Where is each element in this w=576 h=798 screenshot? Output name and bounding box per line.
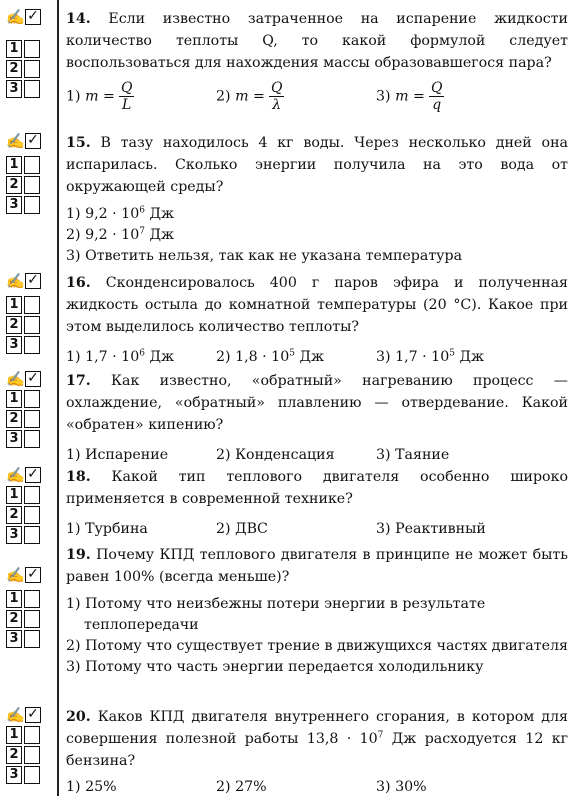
option-number-3: 3 — [6, 196, 22, 214]
option-number-2: 2 — [6, 176, 22, 194]
option-number-2: 2 — [6, 746, 22, 764]
option-number-1: 1 — [6, 486, 22, 504]
answer-box-2[interactable] — [24, 176, 40, 194]
answer-options — [66, 80, 568, 113]
answer-box-2[interactable] — [24, 746, 40, 764]
answer-option-3: 3) $1,7 \cdot 10^5$ Дж — [376, 348, 485, 365]
answer-options — [66, 204, 568, 267]
option-number-1: 1 — [6, 40, 22, 58]
option-number-3: 3 — [6, 336, 22, 354]
option-number-1: 1 — [6, 590, 22, 608]
answer-option-3: 3) 30% — [376, 779, 427, 795]
question-body — [66, 8, 568, 113]
answer-option-2: 2) Конденсация — [216, 447, 335, 463]
question-body — [66, 370, 568, 466]
check-icon[interactable]: ✓ — [25, 273, 41, 289]
question-number: 17. — [66, 373, 91, 389]
answer-marks — [6, 706, 46, 784]
answer-options — [66, 444, 568, 466]
pen-icon: ✍ — [6, 370, 25, 388]
question-text: Каков КПД двигателя внутреннего сгорания, в котором для совершения полезной работы $13,8 \cdot 10^7$ Дж расходуется 12 кг бензина? — [66, 709, 568, 769]
question-body — [66, 132, 568, 267]
answer-option-2: 2) ДВС — [216, 521, 268, 537]
option-number-1: 1 — [6, 726, 22, 744]
answer-marks — [6, 272, 46, 354]
answer-box-3[interactable] — [24, 630, 40, 648]
option-number-2: 2 — [6, 506, 22, 524]
answer-option-1: 1) Турбина — [66, 521, 148, 537]
answer-marks — [6, 566, 46, 648]
answer-box-1[interactable] — [24, 486, 40, 504]
answer-box-1[interactable] — [24, 726, 40, 744]
answer-option-3: 3) Реактивный — [376, 521, 486, 537]
answer-box-3[interactable] — [24, 336, 40, 354]
pen-icon: ✍ — [6, 132, 25, 150]
answer-options — [66, 346, 568, 368]
question-number: 19. — [66, 547, 91, 563]
question-number: 16. — [66, 275, 91, 291]
option-number-3: 3 — [6, 526, 22, 544]
answer-marks — [6, 132, 46, 214]
question-body — [66, 544, 568, 678]
option-number-2: 2 — [6, 610, 22, 628]
option-number-3: 3 — [6, 80, 22, 98]
answer-option-2: 2) $9,2 \cdot 10^7$ Дж — [66, 226, 175, 243]
answer-option-2: 2) Потому что существует трение в движущихся частях двигателя — [66, 638, 568, 654]
question-number: 15. — [66, 135, 91, 151]
pen-icon: ✍ — [6, 8, 25, 26]
question-number: 14. — [66, 11, 91, 27]
answer-box-3[interactable] — [24, 766, 40, 784]
answer-options — [66, 594, 568, 678]
question-number: 18. — [66, 469, 91, 485]
answer-marks — [6, 466, 46, 544]
answer-option-1: 1) m = $\frac{Q}{L}$ — [66, 80, 133, 113]
answer-option-3: 3) Таяние — [376, 447, 450, 463]
answer-option-3: 3) m = $\frac{Q}{q}$ — [376, 80, 443, 113]
answer-option-1: 1) Потому что неизбежны потери энергии в результате теплопередачи — [66, 596, 486, 633]
pen-icon: ✍ — [6, 466, 25, 484]
answer-option-3: 3) Ответить нельзя, так как не указана температура — [66, 248, 463, 264]
question-text: Если известно затраченное на испарение жидкости количество теплоты Q, то какой формулой следует воспользоваться для нахождения массы образовавшегося пара? — [66, 11, 568, 71]
answer-option-1: 1) Испарение — [66, 447, 169, 463]
option-number-1: 1 — [6, 156, 22, 174]
answer-box-1[interactable] — [24, 156, 40, 174]
question-body — [66, 272, 568, 368]
answer-option-2: 2) m = $\frac{Q}{\lambda}$ — [216, 80, 283, 113]
check-icon[interactable]: ✓ — [25, 133, 41, 149]
answer-box-2[interactable] — [24, 506, 40, 524]
answer-options — [66, 518, 568, 540]
option-number-1: 1 — [6, 296, 22, 314]
answer-box-3[interactable] — [24, 430, 40, 448]
answer-box-1[interactable] — [24, 390, 40, 408]
option-number-3: 3 — [6, 430, 22, 448]
question-text: В тазу находилось 4 кг воды. Через несколько дней она испарилась. Сколько энергии получила на это вода от окружающей среды? — [66, 135, 568, 195]
answer-box-2[interactable] — [24, 410, 40, 428]
option-number-3: 3 — [6, 630, 22, 648]
question-text: Почему КПД теплового двигателя в принципе не может быть равен 100% (всегда меньше)? — [66, 547, 569, 585]
option-number-2: 2 — [6, 60, 22, 78]
answer-option-3: 3) Потому что часть энергии передается холодильнику — [66, 659, 484, 675]
answer-box-3[interactable] — [24, 80, 40, 98]
option-number-2: 2 — [6, 410, 22, 428]
answer-box-2[interactable] — [24, 60, 40, 78]
answer-option-2: 2) $1,8 \cdot 10^5$ Дж — [216, 348, 325, 365]
answer-box-1[interactable] — [24, 296, 40, 314]
question-number: 20. — [66, 709, 91, 725]
question-text: Какой тип теплового двигателя особенно широко применяется в современной технике? — [66, 469, 569, 507]
question-text: Сконденсировалось 400 г паров эфира и полученная жидкость остыла до комнатной температуры (20 °С). Какое при этом выделилось количество теплоты? — [66, 275, 568, 335]
answer-option-1: 1) $1,7 \cdot 10^6$ Дж — [66, 348, 175, 365]
check-icon[interactable]: ✓ — [25, 9, 41, 25]
option-number-1: 1 — [6, 390, 22, 408]
margin-divider — [57, 0, 59, 796]
answer-box-2[interactable] — [24, 610, 40, 628]
question-body — [66, 466, 568, 540]
question-text: Как известно, «обратный» нагреванию процесс — охлаждение, «обратный» плавлению — отвердевание. Какой «обратен» кипению? — [66, 373, 568, 433]
check-icon[interactable]: ✓ — [25, 467, 41, 483]
answer-box-3[interactable] — [24, 526, 40, 544]
question-body — [66, 706, 568, 798]
option-number-2: 2 — [6, 316, 22, 334]
answer-box-1[interactable] — [24, 40, 40, 58]
answer-options — [66, 776, 568, 798]
answer-box-3[interactable] — [24, 196, 40, 214]
pen-icon: ✍ — [6, 706, 25, 724]
answer-option-2: 2) 27% — [216, 779, 267, 795]
pen-icon: ✍ — [6, 566, 25, 584]
answer-marks — [6, 370, 46, 448]
pen-icon: ✍ — [6, 272, 25, 290]
answer-option-1: 1) $9,2 \cdot 10^6$ Дж — [66, 205, 175, 222]
answer-box-1[interactable] — [24, 590, 40, 608]
answer-box-2[interactable] — [24, 316, 40, 334]
check-icon[interactable]: ✓ — [25, 567, 41, 583]
check-icon[interactable]: ✓ — [25, 707, 41, 723]
option-number-3: 3 — [6, 766, 22, 784]
answer-marks — [6, 8, 46, 98]
answer-option-1: 1) 25% — [66, 779, 117, 795]
check-icon[interactable]: ✓ — [25, 371, 41, 387]
